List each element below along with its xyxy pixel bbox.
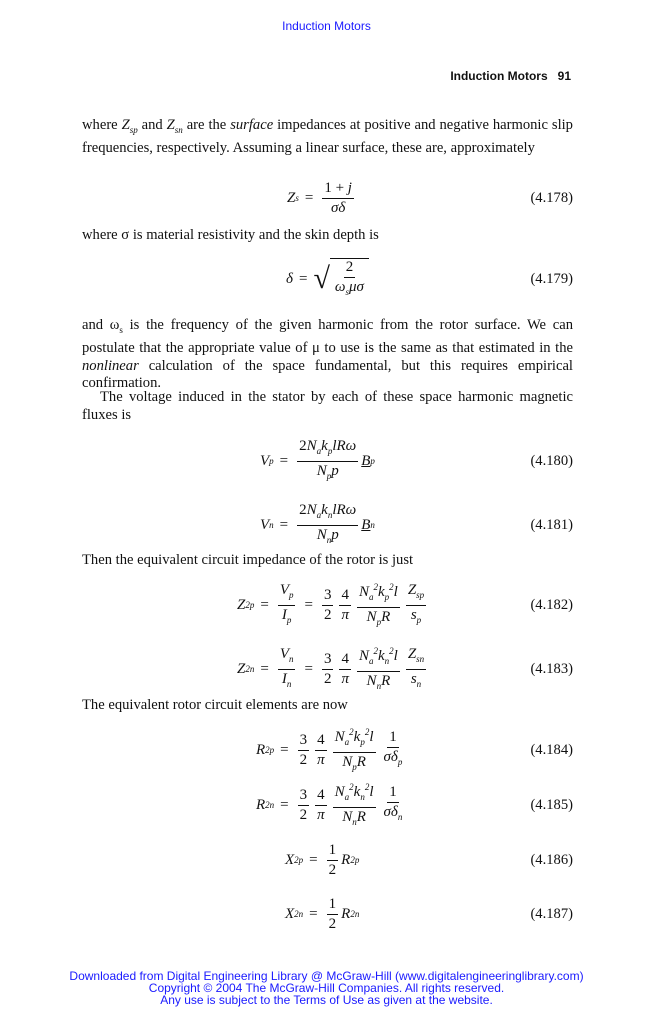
equation-number: (4.178) [530,189,573,206]
paragraph-4: The voltage induced in the stator by each of these space harmonic magnetic fluxes is [82,389,573,423]
page-number: 91 [557,69,571,83]
equation-number: (4.183) [530,660,573,677]
equation-4-183: Z 2n = $\frac{V_n}{I_n}$ = $\frac{3}{2}$ $\frac{4}{\pi}$ $\frac{N_a^2k_n^2l}{N_nR}$ $\frac{Z_{sn}}{s_n}$ (4.183) [82,647,573,691]
equation-number: (4.181) [530,516,573,533]
equation-4-184: R 2p = $\frac{3}{2}$ $\frac{4}{\pi}$ $\frac{N_a^2k_p^2l}{N_pR}$ $\frac{1}{\sigma\delta_p}$ (4.184) [82,728,573,772]
equation-number: (4.185) [530,796,573,813]
running-title: Induction Motors [450,69,548,83]
equation-number: (4.184) [530,741,573,758]
equation-4-179: δ = √ $\frac{2}{\omega_s\mu\sigma}$ (4.179) [82,257,573,301]
equation-number: (4.182) [530,596,573,613]
equation-4-178: Z s = $\frac{1 + j}{\sigma\delta}$ (4.178) [82,176,573,220]
equation-4-180: V p = $\frac{2N_ak_plR\omega}{N_pp}$ B p (4.180) [82,439,573,483]
paragraph-3: and $\omega_s$ is the frequency of the given harmonic from the rotor surface. We can postulate that the appropriate value of μ to use is the same as that estimated in the nonlinear calculation of the space fundamental, but this requires empirical confirmation. [82,317,573,392]
equation-number: (4.179) [530,270,573,287]
paragraph-1: where $Z_{sp}$ and $Z_{sn}$ are the surface impedances at positive and negative harmonic slip frequencies, respectively. Assuming a linear surface, these are, approximately [82,117,573,156]
equation-number: (4.186) [530,851,573,868]
top-banner: Induction Motors [282,19,371,33]
equation-number: (4.187) [530,905,573,922]
footer-terms-link[interactable]: Any use is subject to the Terms of Use as given at the website. [160,993,493,1007]
equation-4-187: X 2n = $\frac{1}{2}$ R 2n (4.187) [82,892,573,936]
footer-download-link[interactable]: Downloaded from Digital Engineering Library @ McGraw-Hill (www.digitalengineeringlibrary.com) [69,969,584,983]
equation-number: (4.180) [530,452,573,469]
equation-4-186: X 2p = $\frac{1}{2}$ R 2p (4.186) [82,838,573,882]
paragraph-6: The equivalent rotor circuit elements are now [82,697,348,713]
equation-4-185: R 2n = $\frac{3}{2}$ $\frac{4}{\pi}$ $\frac{N_a^2k_n^2l}{N_nR}$ $\frac{1}{\sigma\delta_n}$ (4.185) [82,783,573,827]
running-head [450,69,571,83]
paragraph-5: Then the equivalent circuit impedance of the rotor is just [82,552,414,568]
equation-4-181: V n = $\frac{2N_ak_nlR\omega}{N_np}$ B n (4.181) [82,503,573,547]
equation-4-182: Z 2p = $\frac{V_p}{I_p}$ = $\frac{3}{2}$ $\frac{4}{\pi}$ $\frac{N_a^2k_p^2l}{N_pR}$ $\frac{Z_{sp}}{s_p}$ (4.182) [82,583,573,627]
paragraph-2: where σ is material resistivity and the skin depth is [82,227,379,243]
footer-copyright: Copyright © 2004 The McGraw-Hill Companies. All rights reserved. [148,981,505,995]
